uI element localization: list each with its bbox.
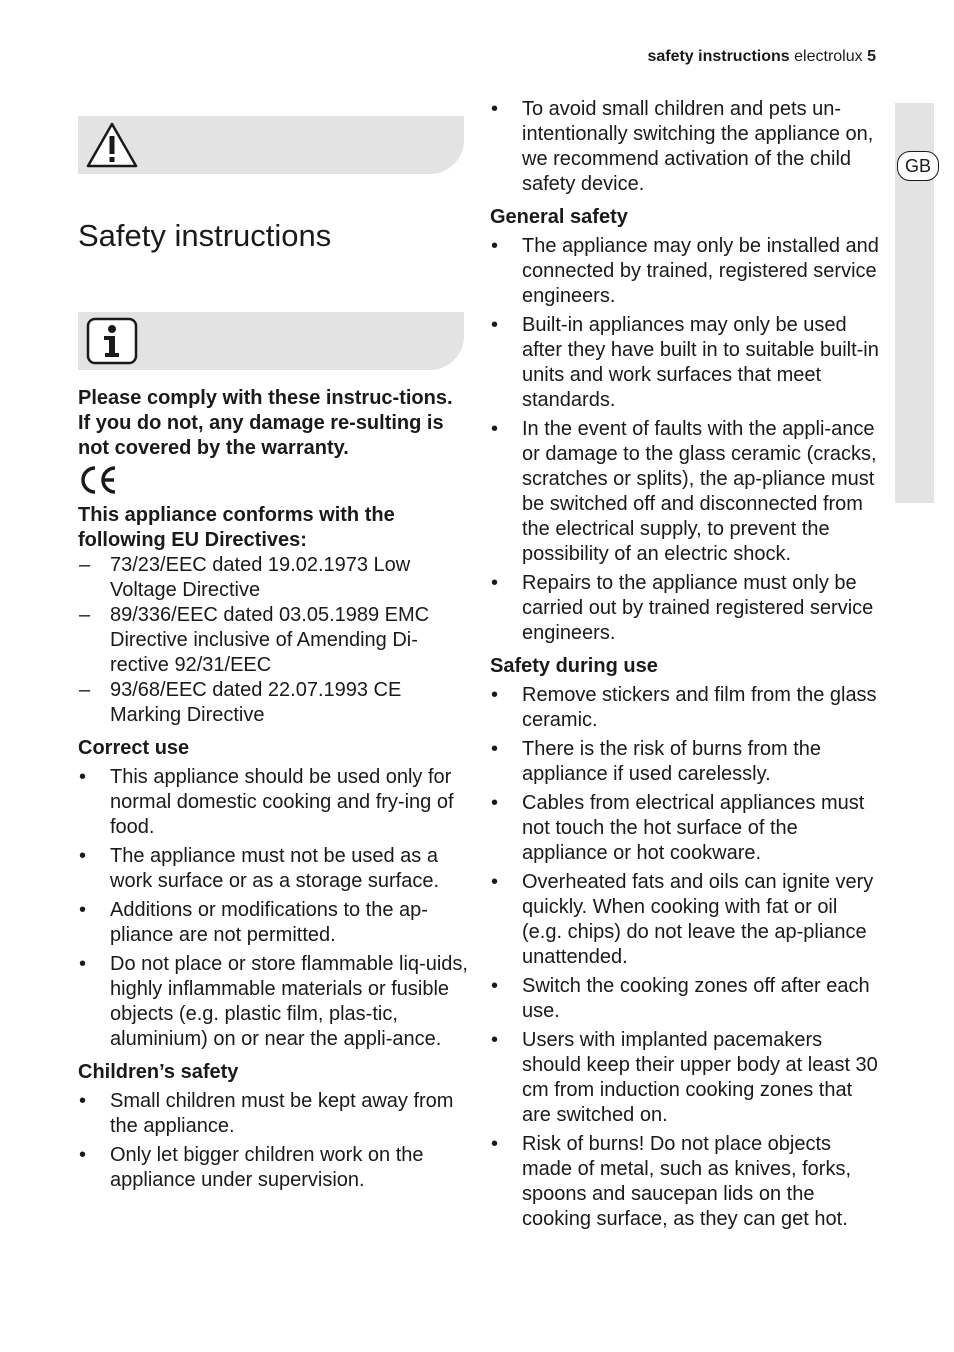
warning-bar (78, 116, 464, 174)
page-number: 5 (867, 48, 876, 65)
list-item: • The appliance must not be used as a work surface or as a storage surface. (79, 845, 440, 892)
page-header (647, 47, 876, 67)
language-badge: GB (897, 151, 939, 181)
info-icon (84, 316, 140, 366)
general-safety-heading: General safety (490, 206, 628, 228)
list-item: • Do not place or store flammable liq-uids, highly inflammable materials or fusible objects (e.g. plastic film, plas-tic, aluminium) on or near the appli-ance. (79, 953, 468, 1050)
right-column (490, 97, 882, 1236)
list-item: • Cables from electrical appliances must not touch the hot surface of the appliance or hot cookware. (491, 792, 865, 864)
safety-during-use-heading: Safety during use (490, 655, 658, 677)
list-item: • To avoid small children and pets un-intentionally switching the appliance on, we recommend activation of the child safety device. (491, 98, 874, 195)
list-item: – 93/68/EEC dated 22.07.1993 CE Marking Directive (79, 679, 402, 726)
list-item: • Risk of burns! Do not place objects made of metal, such as knives, forks, spoons and saucepan lids on the cooking surface, as they can get hot. (491, 1133, 852, 1230)
list-item: • There is the risk of burns from the appliance if used carelessly. (491, 738, 822, 785)
warranty-notice: Please comply with these instruc-tions. If you do not, any damage re-sulting is not covered by the warranty. (78, 387, 453, 459)
info-bar (78, 312, 464, 370)
list-item: • Repairs to the appliance must only be carried out by trained registered service engineers. (491, 572, 874, 644)
list-item: • Overheated fats and oils can ignite very quickly. When cooking with fat or oil (e.g. chips) do not leave the ap-pliance unattended. (491, 871, 874, 968)
list-item: • Users with implanted pacemakers should keep their upper body at least 30 cm from induction cooking zones that are switched on. (491, 1029, 878, 1126)
list-item: • In the event of faults with the appli-ance or damage to the glass ceramic (cracks, scratches or splits), the ap-pliance must be switched off and disconnected from the electrical supply, to prevent the possibility of an electric shock. (491, 418, 877, 565)
left-column (78, 116, 468, 1197)
directive-list (78, 553, 468, 728)
general-safety-list (490, 234, 882, 646)
ce-mark-icon (78, 465, 468, 495)
correct-use-heading: Correct use (78, 737, 190, 759)
list-item: • Only let bigger children work on the appliance under supervision. (79, 1144, 424, 1191)
list-item: • This appliance should be used only for normal domestic cooking and fry-ing of food. (79, 766, 454, 838)
conform-heading: This appliance conforms with the following EU Directives: (78, 504, 395, 551)
list-item: • Small children must be kept away from the appliance. (79, 1090, 454, 1137)
list-item: • Built-in appliances may only be used after they have built in to suitable built-in units and work surfaces that meet standards. (491, 314, 879, 411)
page-title: Safety instructions (78, 218, 332, 253)
childrens-safety-heading: Children’s safety (78, 1061, 239, 1083)
list-item: • Remove stickers and film from the glass ceramic. (491, 684, 877, 731)
list-item: • Switch the cooking zones off after each use. (491, 975, 870, 1022)
header-section: safety instructions (647, 48, 790, 65)
list-item: – 89/336/EEC dated 03.05.1989 EMC Directive inclusive of Amending Di-rective 92/31/EEC (79, 604, 430, 676)
correct-use-list (78, 765, 468, 1052)
list-item: – 73/23/EEC dated 19.02.1973 Low Voltage Directive (79, 554, 411, 601)
warning-triangle-icon (84, 120, 140, 170)
childrens-safety-continued (490, 97, 882, 197)
list-item: • Additions or modifications to the ap-pliance are not permitted. (79, 899, 428, 946)
childrens-safety-list (78, 1089, 468, 1193)
list-item: • The appliance may only be installed and connected by trained, registered service engineers. (491, 235, 879, 307)
header-brand: electrolux (794, 48, 863, 65)
safety-during-use-list (490, 683, 882, 1232)
